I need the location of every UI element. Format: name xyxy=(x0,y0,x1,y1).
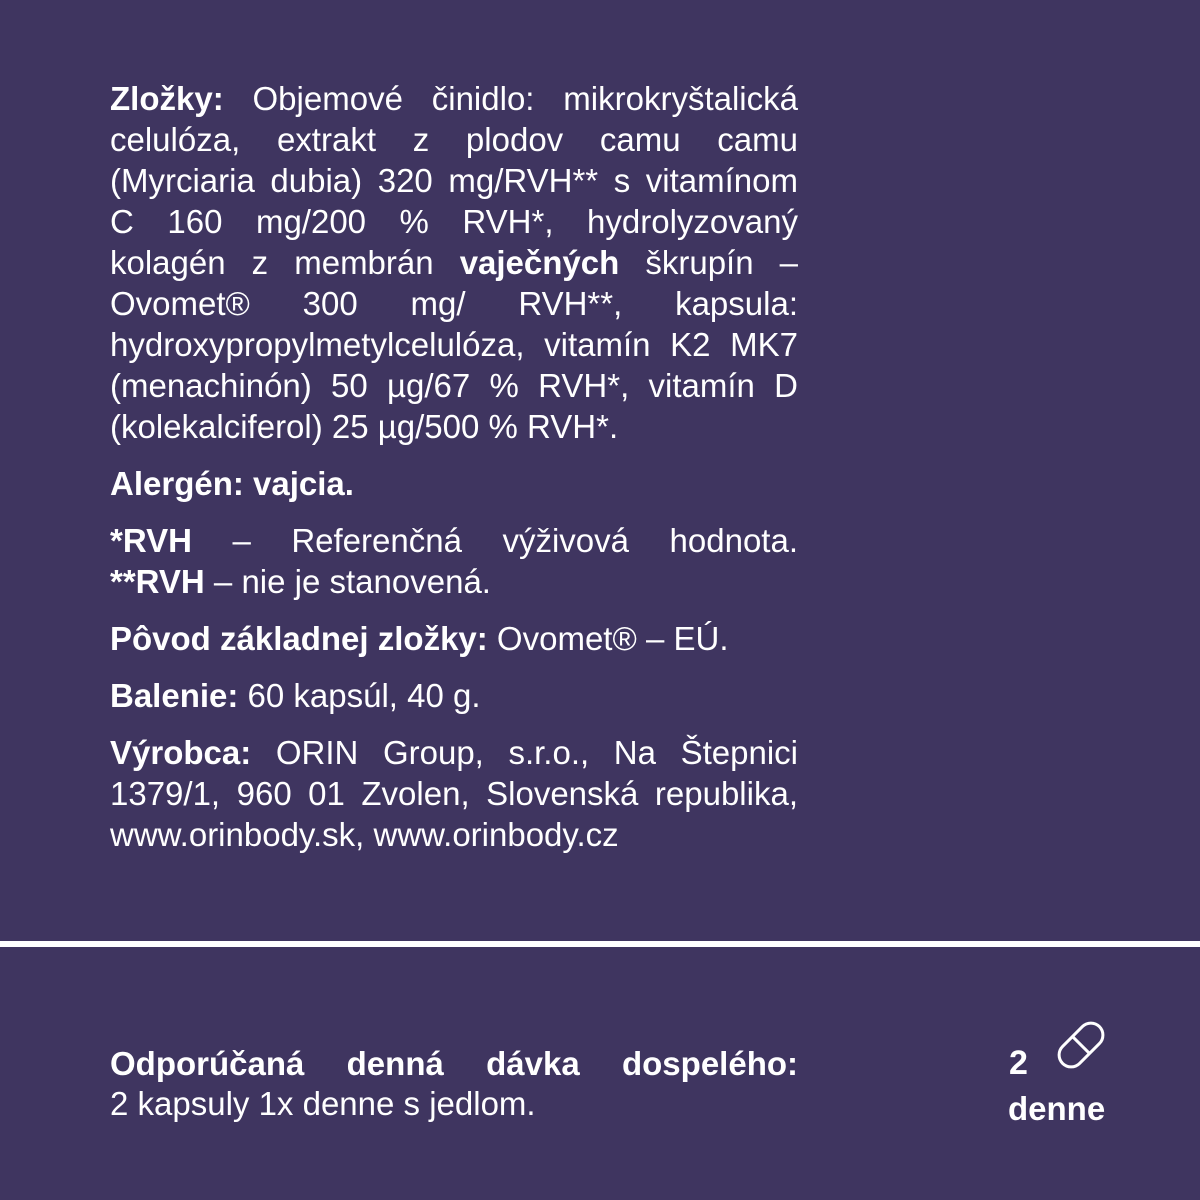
manufacturer-paragraph xyxy=(110,732,798,855)
ingredients-paragraph xyxy=(110,78,798,447)
daily-dose-count: 2 xyxy=(1009,1044,1028,1082)
footnote-rvh xyxy=(110,520,798,561)
footnote-rvh-text: – Referenčná výživová hodnota. xyxy=(191,522,798,559)
ingredients-label: Zložky: xyxy=(110,80,224,117)
ingredients-allergen: vaječných xyxy=(459,244,620,281)
footnote-rvh2 xyxy=(110,561,798,602)
allergen-label: Alergén: vajcia. xyxy=(110,465,354,502)
footnote-rvh2-text: – nie je stanovená. xyxy=(204,563,491,600)
origin-text: Ovomet® – EÚ. xyxy=(487,620,729,657)
footnote-rvh2-mark: **RVH xyxy=(110,563,205,600)
section-divider xyxy=(0,941,1200,947)
daily-dose-unit: denne xyxy=(1008,1090,1106,1127)
allergen-paragraph xyxy=(110,463,798,504)
dosage-text: 2 kapsuly 1x denne s jedlom. xyxy=(110,1085,536,1122)
packaging-paragraph xyxy=(110,675,798,716)
footnote-rvh-mark: *RVH xyxy=(110,522,192,559)
origin-paragraph xyxy=(110,618,798,659)
packaging-label: Balenie: xyxy=(110,677,239,714)
packaging-text: 60 kapsúl, 40 g. xyxy=(238,677,481,714)
label-text-block xyxy=(110,78,798,871)
ingredients-text-1: Objemové činidlo: mikrokryštalická celulóza, extrakt z plodov camu camu (Myrciaria dubia) 320 mg/RVH** s vitamínom C 160 mg/200 % RVH*, hydrolyzovaný kolagén z membrán xyxy=(110,80,798,281)
footnotes-paragraph xyxy=(110,520,798,602)
manufacturer-text: ORIN Group, s.r.o., Na Štepnici 1379/1, 960 01 Zvolen, Slovenská republika, www.orinbody.sk, www.orinbody.cz xyxy=(110,734,798,853)
capsule-icon xyxy=(1037,1005,1125,1085)
daily-dose-badge xyxy=(1005,1005,1125,1125)
origin-label: Pôvod základnej zložky: xyxy=(110,620,488,657)
ingredients-text-2: škrupín – Ovomet® 300 mg/ RVH**, kapsula: hydroxypropylmetylcelulóza, vitamín K2 MK7 (menachinón) 50 µg/67 % RVH*, vitamín D (kolekalciferol) 25 µg/500 % RVH*. xyxy=(110,244,798,445)
dosage-block xyxy=(110,1044,798,1124)
manufacturer-label: Výrobca: xyxy=(110,734,252,771)
dosage-title: Odporúčaná denná dávka dospelého: xyxy=(110,1045,798,1082)
